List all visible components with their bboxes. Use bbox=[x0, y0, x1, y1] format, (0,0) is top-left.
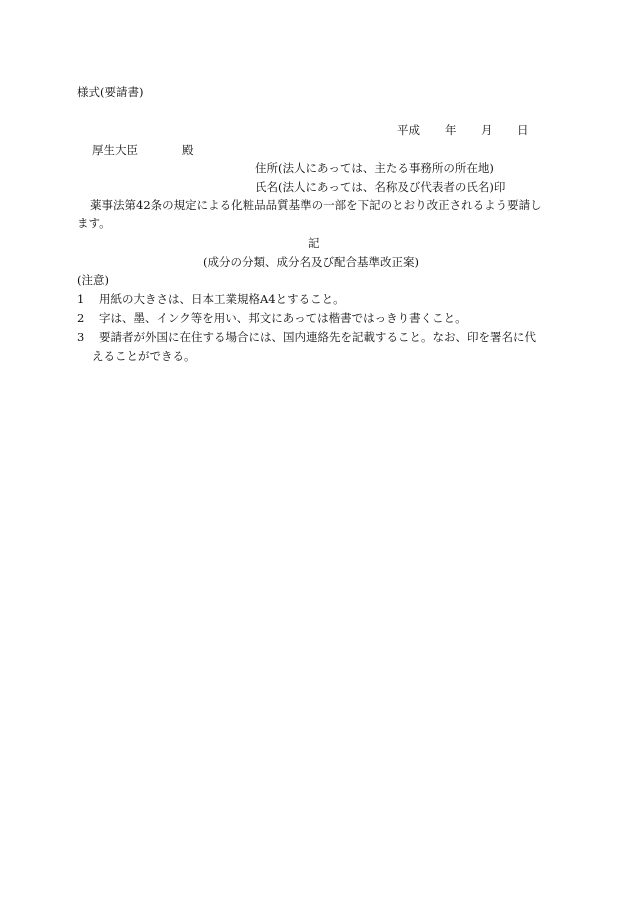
date-day-label: 日 bbox=[517, 123, 529, 137]
addressee-line bbox=[92, 142, 194, 158]
note-number: 1 bbox=[77, 292, 85, 306]
note-text: 用紙の大きさは、日本工業規格A4とすること。 bbox=[99, 292, 345, 306]
body-text-line-2: ます。 bbox=[77, 216, 111, 230]
date-line bbox=[397, 122, 529, 138]
addressee-minister: 厚生大臣 bbox=[92, 143, 138, 157]
addressee-honorific: 殿 bbox=[182, 143, 194, 157]
date-month-label: 月 bbox=[481, 123, 493, 137]
applicant-name-label: 氏名(法人にあっては、名称及び代表者の氏名)印 bbox=[255, 180, 506, 194]
note-text: 字は、墨、インク等を用い、邦文にあっては楷書ではっきり書くこと。 bbox=[99, 311, 467, 325]
note-number: 3 bbox=[77, 330, 85, 344]
date-year-label: 年 bbox=[445, 123, 457, 137]
applicant-address-label: 住所(法人にあっては、主たる事務所の所在地) bbox=[255, 161, 494, 175]
note-number: 2 bbox=[77, 311, 85, 325]
date-era: 平成 bbox=[397, 123, 420, 137]
body-text-line-1: 薬事法第42条の規定による化粧品品質基準の一部を下記のとおり改正されるよう要請し bbox=[90, 198, 542, 212]
subject-line: (成分の分類、成分名及び配合基準改正案) bbox=[203, 255, 419, 269]
note-item bbox=[77, 310, 467, 326]
notes-heading: (注意) bbox=[77, 273, 109, 287]
note-item bbox=[77, 329, 536, 345]
note-item bbox=[77, 291, 345, 307]
form-title: 様式(要請書) bbox=[77, 85, 144, 99]
note-3-continuation: えることができる。 bbox=[92, 349, 196, 363]
note-text: 要請者が外国に在住する場合には、国内連絡先を記載すること。なお、印を署名に代 bbox=[99, 330, 536, 344]
ki-marker: 記 bbox=[308, 236, 320, 250]
